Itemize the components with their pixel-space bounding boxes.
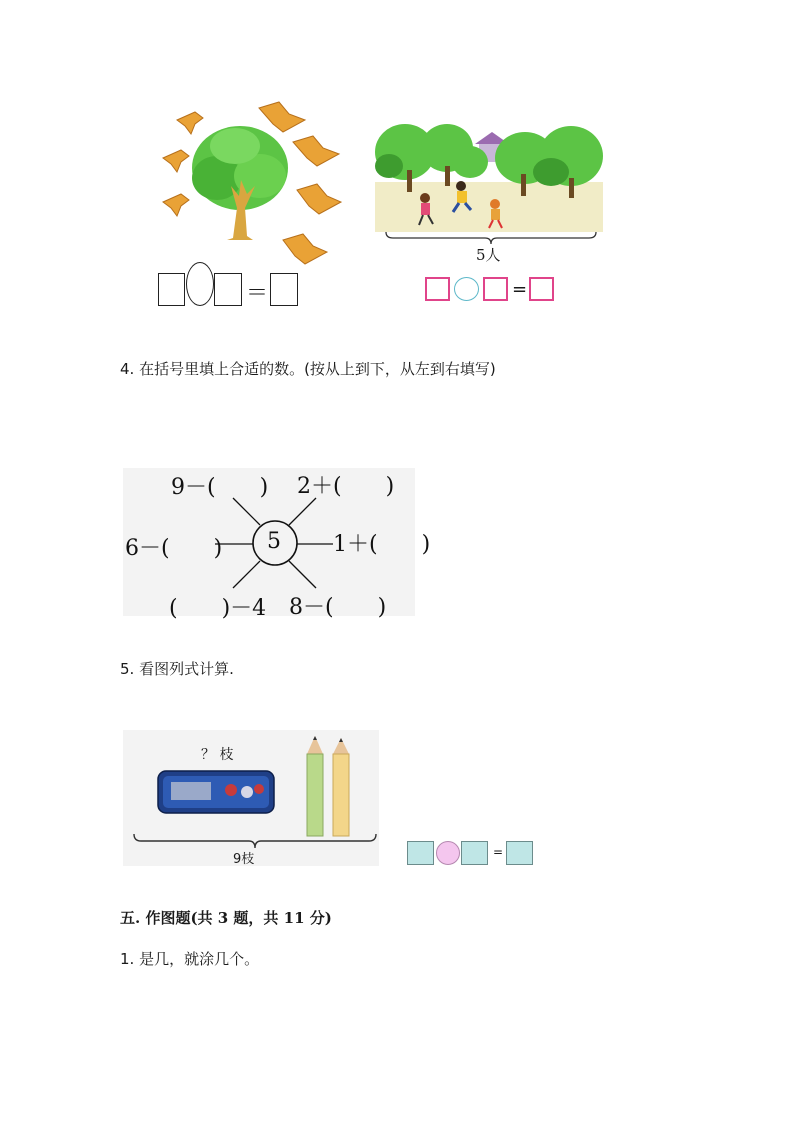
answer-box[interactable]	[158, 273, 185, 306]
tree-icon	[192, 126, 288, 240]
answer-box[interactable]	[483, 277, 508, 301]
pencil-icon	[303, 732, 363, 838]
operator-oval[interactable]	[186, 262, 214, 306]
blank-mid-right[interactable]: 1＋( )	[333, 532, 431, 557]
section-5-question-1: 1. 是几，就涂几个。	[120, 950, 260, 968]
brace-label: 5人	[476, 246, 501, 264]
blank-top-right[interactable]: 2＋( )	[297, 474, 395, 499]
center-number: 5	[267, 529, 281, 554]
answer-box[interactable]	[461, 841, 488, 865]
answer-box[interactable]	[529, 277, 554, 301]
question-label: ？ 枝	[201, 747, 234, 763]
equals-sign: =	[493, 845, 504, 859]
question-4-text: 4. 在括号里填上合适的数。(按从上到下，从左到右填写)	[120, 360, 496, 378]
pencil-case-icon	[157, 770, 275, 814]
answer-box[interactable]	[425, 277, 450, 301]
equals-sign: =	[512, 279, 528, 300]
pencil-case-panel	[123, 730, 379, 866]
forest-children-picture	[375, 122, 603, 232]
section-title: 五. 作图题(共 3 题，共 11 分)	[120, 909, 332, 927]
blank-bottom-left[interactable]: ( )－4	[169, 596, 267, 621]
answer-box[interactable]	[214, 273, 242, 306]
operator-circle[interactable]	[454, 277, 479, 301]
total-label: 9枝	[233, 852, 255, 867]
answer-box[interactable]	[407, 841, 434, 865]
sun-diagram-panel	[123, 468, 431, 621]
answer-box[interactable]	[270, 273, 298, 306]
answer-box[interactable]	[506, 841, 533, 865]
operator-circle[interactable]	[436, 841, 460, 865]
question-5-text: 5. 看图列式计算.	[120, 660, 234, 678]
tree-birds-picture	[155, 98, 345, 278]
blank-mid-left[interactable]: 6－( )	[125, 536, 223, 561]
equals-sign: ＝	[246, 281, 269, 306]
blank-top-left[interactable]: 9－( )	[171, 475, 269, 500]
blank-bottom-right[interactable]: 8－( )	[289, 595, 387, 620]
